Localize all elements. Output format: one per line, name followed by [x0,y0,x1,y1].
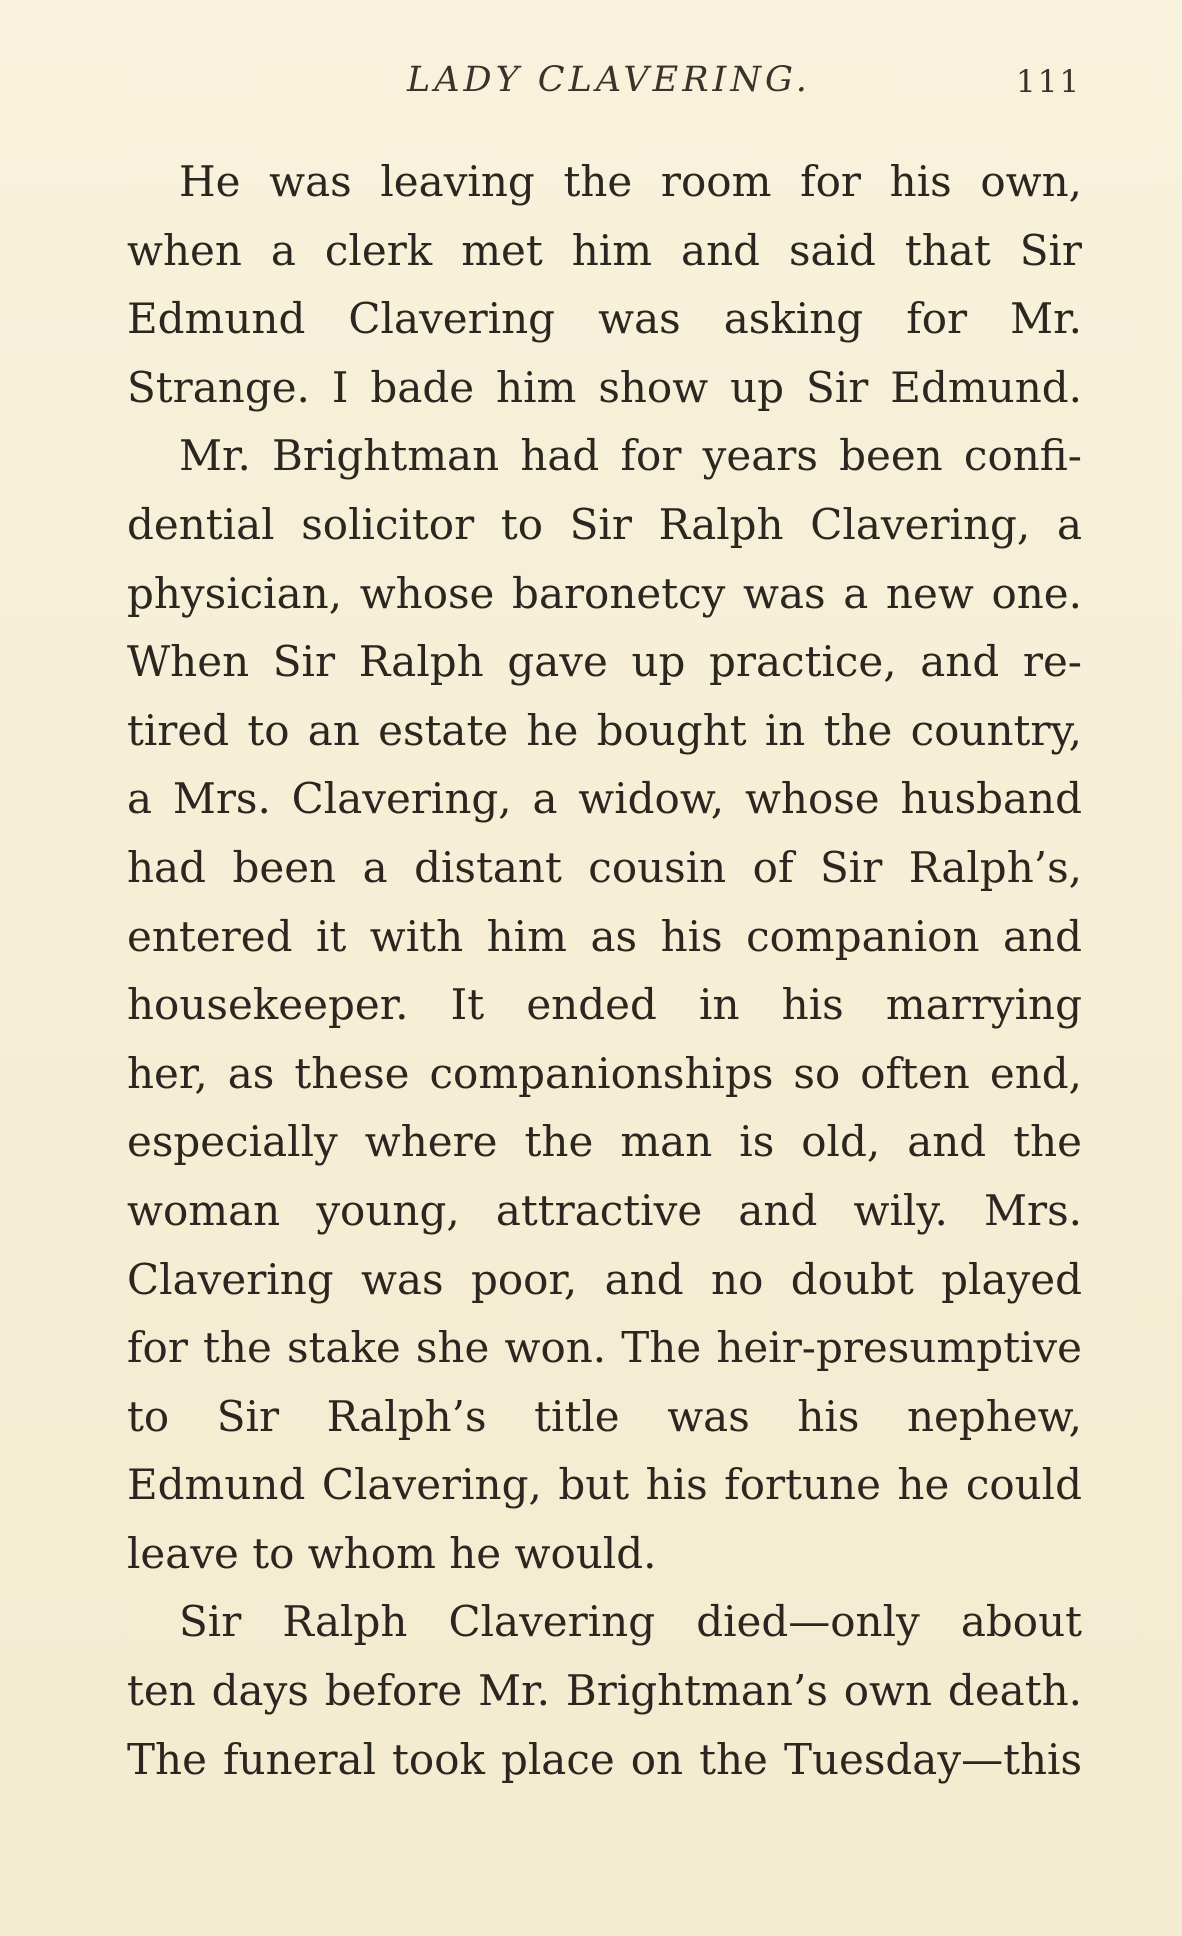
text-line: Clavering was poor, and no doubt played [127,1254,1082,1304]
text-line: to Sir Ralph’s title was his nephew, [127,1391,1082,1441]
page-number: 111 [1016,64,1082,100]
text-line: especially where the man is old, and the [127,1117,1082,1167]
text-line: tired to an estate he bought in the country, [127,705,1082,755]
text-line: entered it with him as his companion and [127,911,1082,961]
text-line: leave to whom he would. [127,1528,657,1578]
text-line: physician, whose baronetcy was a new one. [127,568,1082,618]
text-line: her, as these companionships so often end, [127,1048,1082,1098]
text-line: had been a distant cousin of Sir Ralph’s, [127,842,1082,892]
text-line: when a clerk met him and said that Sir [127,225,1082,275]
text-line: Edmund Clavering was asking for Mr. [127,294,1082,344]
text-line: Strange. I bade him show up Sir Edmund. [127,362,1082,412]
text-line: He was leaving the room for his own, [179,157,1082,206]
text-line: for the stake she won. The heir-presumptive [127,1323,1082,1373]
text-line: Edmund Clavering, but his fortune he could [127,1460,1082,1510]
running-title: LADY CLAVERING. [407,60,811,100]
text-line: The funeral took place on the Tuesday—this [127,1734,1082,1784]
text-line: Sir Ralph Clavering died—only about [179,1597,1082,1647]
text-line: woman young, attractive and wily. Mrs. [127,1185,1082,1235]
running-head [0,60,1182,110]
text-line: a Mrs. Clavering, a widow, whose husband [127,774,1082,824]
text-line: When Sir Ralph gave up practice, and re- [127,637,1082,687]
body-text [127,148,1082,1794]
text-line: dential solicitor to Sir Ralph Clavering, a [127,499,1082,549]
text-line: housekeeper. It ended in his marrying [127,980,1082,1030]
text-line: Mr. Brightman had for years been confi- [179,431,1082,481]
text-line: ten days before Mr. Brightman’s own death. [127,1666,1082,1716]
